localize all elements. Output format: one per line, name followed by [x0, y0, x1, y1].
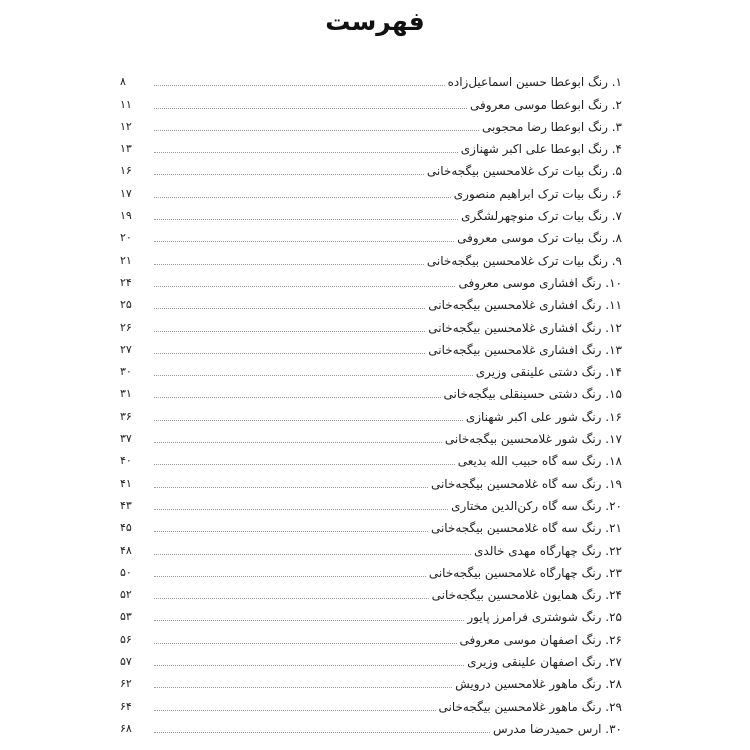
toc-page-number: ۵۶ [120, 632, 132, 646]
toc-entry-title: ۴. رنگ ابوعطا علی اکبر شهنازی [458, 139, 622, 159]
toc-entry[interactable] [120, 338, 622, 360]
toc-page-number: ۴۱ [120, 476, 132, 490]
dotted-leader [154, 687, 452, 688]
toc-entry[interactable] [120, 672, 622, 694]
toc-entry-title: ۱۹. رنگ سه گاه غلامحسین بیگجه‌خانی [428, 474, 622, 494]
dotted-leader [154, 464, 455, 465]
toc-entry-title: ۲۵. رنگ شوشتری فرامرز پایور [464, 607, 622, 627]
toc-entry[interactable] [120, 315, 622, 337]
toc-entry[interactable] [120, 627, 622, 649]
toc-page-number: ۶۸ [120, 721, 132, 735]
toc-page-number: ۵۷ [120, 655, 132, 669]
toc-page-number: ۴۰ [120, 454, 132, 468]
toc-entry[interactable] [120, 271, 622, 293]
dotted-leader [154, 420, 463, 421]
dotted-leader [154, 598, 429, 599]
dotted-leader [154, 331, 425, 332]
dotted-leader [154, 108, 467, 109]
dotted-leader [154, 197, 451, 198]
toc-entry-title: ۱. رنگ ابوعطا حسین اسماعیل‌زاده [445, 72, 622, 92]
toc-page-number: ۱۲ [120, 119, 132, 133]
toc-page-number: ۲۱ [120, 253, 132, 267]
toc-entry-title: ۳۰. ارس حمیدرضا مدرس [490, 719, 622, 739]
toc-page-number: ۱۷ [120, 186, 132, 200]
toc-entry-title: ۱۷. رنگ شور غلامحسین بیگجه‌خانی [442, 429, 622, 449]
toc-page-number: ۴۳ [120, 498, 132, 512]
toc-entry-title: ۵. رنگ بیات ترک غلامحسین بیگجه‌خانی [424, 161, 622, 181]
toc-page-number: ۱۳ [120, 142, 132, 156]
toc-entry-title: ۱۲. رنگ افشاری غلامحسین بیگجه‌خانی [425, 318, 622, 338]
dotted-leader [154, 397, 441, 398]
dotted-leader [154, 531, 428, 532]
toc-page-number: ۱۹ [120, 209, 132, 223]
toc-entry-title: ۸. رنگ بیات ترک موسی معروفی [454, 228, 622, 248]
dotted-leader [154, 665, 464, 666]
toc-entry-title: ۱۶. رنگ شور علی اکبر شهنازی [463, 407, 622, 427]
toc-entry[interactable] [120, 115, 622, 137]
dotted-leader [154, 509, 448, 510]
dotted-leader [154, 264, 424, 265]
toc-entry[interactable] [120, 427, 622, 449]
dotted-leader [154, 174, 424, 175]
toc-entry-title: ۲۸. رنگ ماهور غلامحسین درویش [452, 674, 622, 694]
toc-entry[interactable] [120, 92, 622, 114]
toc-entry-title: ۱۳. رنگ افشاری غلامحسین بیگجه‌خانی [425, 340, 622, 360]
toc-entry[interactable] [120, 404, 622, 426]
toc-entry-title: ۶. رنگ بیات ترک ابراهیم منصوری [451, 184, 622, 204]
dotted-leader [154, 442, 442, 443]
toc-page-number: ۲۷ [120, 342, 132, 356]
toc-entry[interactable] [120, 181, 622, 203]
dotted-leader [154, 241, 454, 242]
toc-entry-title: ۲۱. رنگ سه گاه غلامحسین بیگجه‌خانی [428, 518, 622, 538]
toc-entry[interactable] [120, 360, 622, 382]
toc-entry-title: ۲۹. رنگ ماهور غلامحسین بیگجه‌خانی [436, 697, 623, 717]
dotted-leader [154, 353, 425, 354]
toc-page-number: ۶۲ [120, 677, 132, 691]
toc-entry[interactable] [120, 516, 622, 538]
toc-entry-title: ۲۳. رنگ چهارگاه غلامحسین بیگجه‌خانی [426, 563, 622, 583]
toc-entry-title: ۷. رنگ بیات ترک منوچهرلشگری [458, 206, 622, 226]
dotted-leader [154, 620, 464, 621]
toc-page-number: ۲۴ [120, 275, 132, 289]
toc-entry[interactable] [120, 226, 622, 248]
toc-page-number: ۴۵ [120, 521, 132, 535]
toc-entry-title: ۲۲. رنگ چهارگاه مهدی خالدی [471, 541, 622, 561]
toc-entry-title: ۲۰. رنگ سه گاه رکن‌الدین مختاری [448, 496, 622, 516]
dotted-leader [154, 219, 458, 220]
toc-entry-title: ۳. رنگ ابوعطا رضا محجوبی [479, 117, 622, 137]
toc-entry[interactable] [120, 137, 622, 159]
toc-page-number: ۲۰ [120, 231, 132, 245]
toc-page-number: ۲۵ [120, 298, 132, 312]
toc-entry[interactable] [120, 293, 622, 315]
toc-entry[interactable] [120, 717, 622, 739]
toc-page-number: ۵۰ [120, 565, 132, 579]
toc-entry[interactable] [120, 561, 622, 583]
toc-entry[interactable] [120, 70, 622, 92]
dotted-leader [154, 375, 473, 376]
toc-entry-title: ۹. رنگ بیات ترک غلامحسین بیگجه‌خانی [424, 251, 622, 271]
toc-page-number: ۳۶ [120, 409, 132, 423]
toc-page-number: ۳۷ [120, 432, 132, 446]
toc-entry-title: ۱۴. رنگ دشتی علینقی وزیری [473, 362, 622, 382]
toc-page-number: ۵۳ [120, 610, 132, 624]
toc-entry-title: ۲۶. رنگ اصفهان موسی معروفی [457, 630, 623, 650]
dotted-leader [154, 152, 458, 153]
dotted-leader [154, 487, 428, 488]
page-title: فهرست [325, 7, 425, 36]
toc-entry-title: ۲. رنگ ابوعطا موسی معروفی [467, 95, 622, 115]
toc-entry[interactable] [120, 694, 622, 716]
dotted-leader [154, 576, 426, 577]
toc-page-number: ۱۱ [120, 97, 132, 111]
toc-entry-title: ۲۴. رنگ همایون غلامحسین بیگجه‌خانی [429, 585, 622, 605]
toc-entry-title: ۱۵. رنگ دشتی حسینقلی بیگجه‌خانی [441, 384, 622, 404]
toc-entry[interactable] [120, 650, 622, 672]
dotted-leader [154, 732, 490, 733]
toc-page-number: ۳۰ [120, 365, 132, 379]
toc-entry[interactable] [120, 605, 622, 627]
toc-entry[interactable] [120, 248, 622, 270]
toc-entry[interactable] [120, 204, 622, 226]
toc-entry[interactable] [120, 494, 622, 516]
toc-page-number: ۶۴ [120, 699, 132, 713]
toc-entry-title: ۱۰. رنگ افشاری موسی معروفی [455, 273, 622, 293]
toc-page-number: ۴۸ [120, 543, 132, 557]
dotted-leader [154, 85, 445, 86]
dotted-leader [154, 643, 457, 644]
toc-entry-title: ۱۱. رنگ افشاری غلامحسین بیگجه‌خانی [425, 295, 622, 315]
toc-page-number: ۱۶ [120, 164, 132, 178]
table-of-contents [120, 70, 622, 739]
toc-entry-title: ۱۸. رنگ سه گاه حبیب الله بدیعی [455, 451, 622, 471]
toc-entry[interactable] [120, 538, 622, 560]
toc-entry-title: ۲۷. رنگ اصفهان علینقی وزیری [464, 652, 622, 672]
dotted-leader [154, 130, 479, 131]
toc-entry[interactable] [120, 471, 622, 493]
toc-page-number: ۳۱ [120, 387, 132, 401]
dotted-leader [154, 554, 471, 555]
toc-page-number: ۸ [120, 75, 126, 89]
toc-entry[interactable] [120, 382, 622, 404]
toc-page-number: ۵۲ [120, 588, 132, 602]
toc-entry[interactable] [120, 159, 622, 181]
toc-entry[interactable] [120, 583, 622, 605]
dotted-leader [154, 710, 436, 711]
dotted-leader [154, 286, 455, 287]
toc-page-number: ۲۶ [120, 320, 132, 334]
toc-entry[interactable] [120, 449, 622, 471]
dotted-leader [154, 308, 425, 309]
